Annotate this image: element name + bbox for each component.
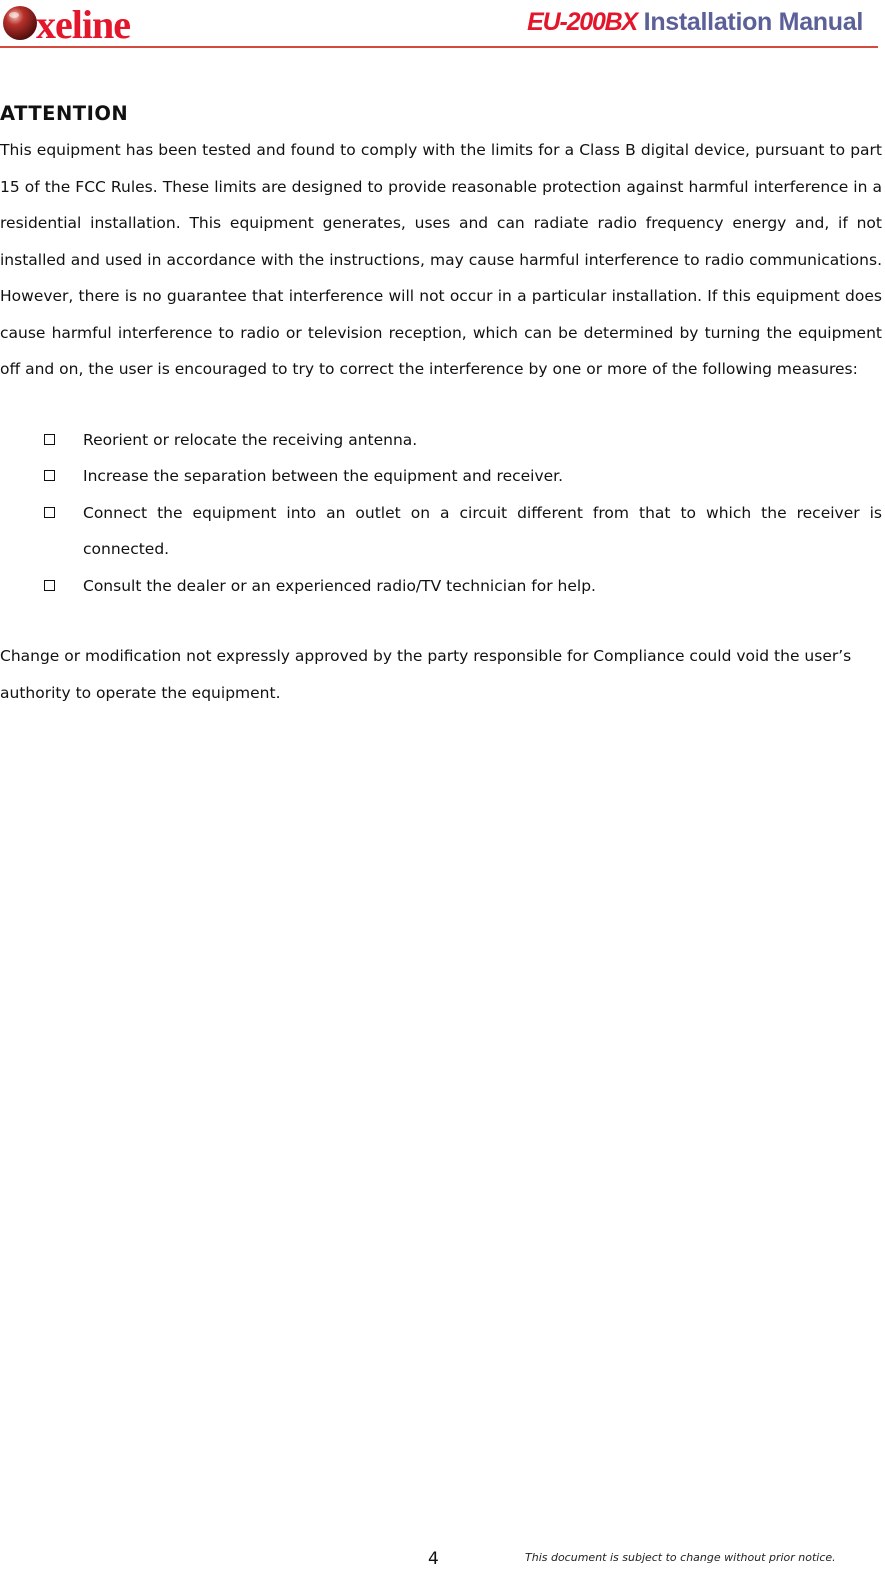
measure-text: Consult the dealer or an experienced radio/TV technician for help. bbox=[83, 576, 596, 595]
xeline-logo bbox=[2, 2, 187, 44]
logo-wordmark: xeline bbox=[36, 2, 130, 44]
manual-title: Installation Manual bbox=[643, 8, 863, 36]
fcc-statement: This equipment has been tested and found to comply with the limits for a Class B digital device, pursuant to part 15 of the FCC Rules. These limits are designed to provide reasonable protection against harmful interference in a residential installation. This equipment generates, uses and can radiate radio frequency energy and, if not installed and used in accordance with the instructions, may cause harmful interference to radio communications. However, there is no guarantee that interference will not occur in a particular installation. If this equipment does cause harmful interference to radio or television reception, which can be determined by turning the equipment off and on, the user is encouraged to try to correct the interference by one or more of the following measures: bbox=[0, 141, 882, 378]
measure-text: Connect the equipment into an outlet on a circuit different from that to which the receiver is connected. bbox=[83, 503, 882, 558]
checkbox-bullet-icon bbox=[44, 507, 55, 518]
measures-list bbox=[0, 422, 882, 605]
page-header bbox=[0, 0, 885, 50]
logo-ball-icon bbox=[3, 6, 37, 40]
attention-section bbox=[0, 96, 882, 711]
page-number: 4 bbox=[428, 1549, 439, 1569]
checkbox-bullet-icon bbox=[44, 580, 55, 591]
model-name: EU-200BX bbox=[527, 8, 638, 36]
footer-notice: This document is subject to change without prior notice. bbox=[525, 1551, 836, 1564]
list-item bbox=[0, 568, 882, 605]
checkbox-bullet-icon bbox=[44, 434, 55, 445]
document-title bbox=[527, 8, 863, 37]
checkbox-bullet-icon bbox=[44, 470, 55, 481]
list-item bbox=[0, 458, 882, 495]
list-item bbox=[0, 495, 882, 568]
modification-warning: Change or modification not expressly approved by the party responsible for Compliance could void the user’s authority to operate the equipment. bbox=[0, 647, 852, 702]
attention-heading: ATTENTION bbox=[0, 102, 129, 125]
header-divider bbox=[0, 46, 878, 48]
measure-text: Increase the separation between the equipment and receiver. bbox=[83, 467, 564, 485]
list-item bbox=[0, 422, 882, 459]
measure-text: Reorient or relocate the receiving antenna. bbox=[83, 430, 418, 449]
